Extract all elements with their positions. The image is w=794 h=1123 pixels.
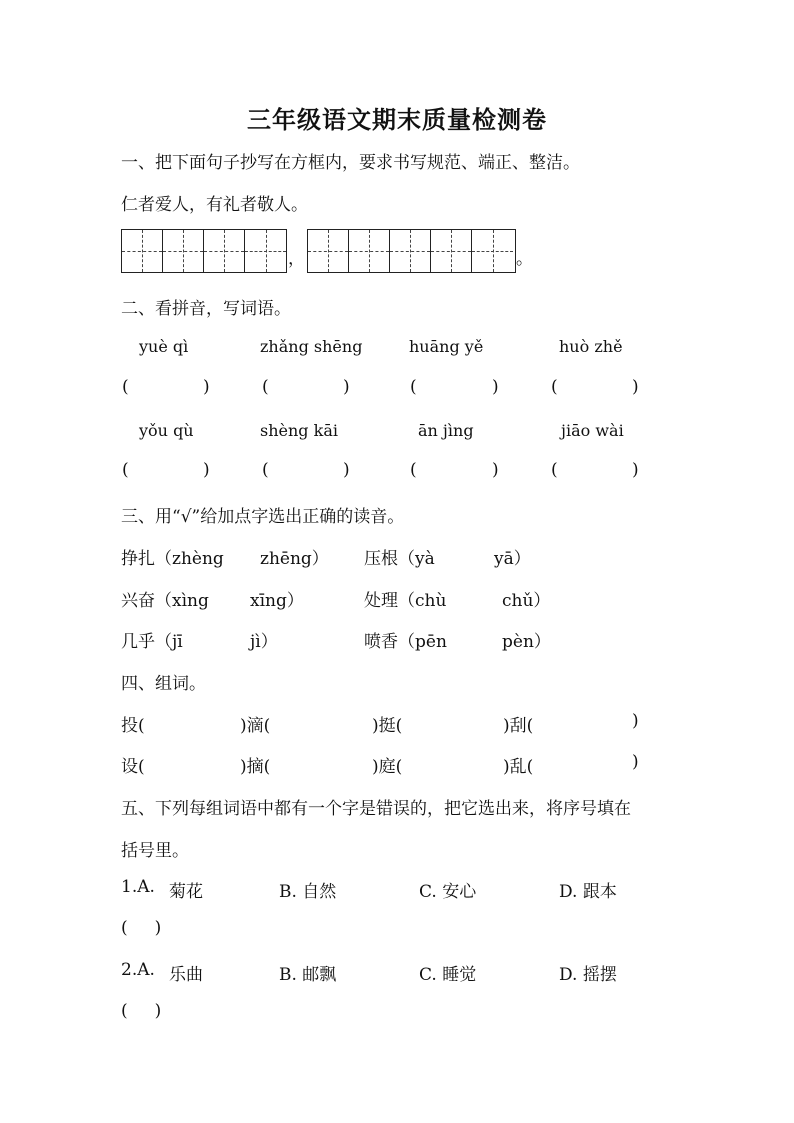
- option-d[interactable]: D. 摇摆: [559, 965, 617, 985]
- answer-paren-close[interactable]: ): [203, 460, 210, 480]
- grid-comma: ，: [288, 249, 305, 269]
- q2-heading: 二、看拼音，写词语。: [121, 299, 291, 319]
- word-blank[interactable]: ): [632, 711, 639, 731]
- reading-option[interactable]: chǔ）: [502, 591, 551, 611]
- answer-paren-open[interactable]: (: [410, 377, 417, 397]
- option-b[interactable]: B. 邮飘: [279, 965, 337, 985]
- word-blank[interactable]: )刮(: [503, 716, 534, 736]
- option-d[interactable]: D. 跟本: [559, 882, 617, 902]
- answer-paren-close[interactable]: ): [203, 377, 210, 397]
- answer-blank[interactable]: ( ): [121, 918, 162, 938]
- word-blank[interactable]: )挺(: [372, 716, 403, 736]
- reading-option[interactable]: yā）: [494, 549, 531, 569]
- pinyin: zhǎng shēng: [260, 337, 363, 356]
- pinyin: shèng kāi: [260, 421, 338, 440]
- reading-option[interactable]: 处理（chù: [364, 591, 447, 611]
- q5-heading-cont: 括号里。: [121, 841, 189, 861]
- item-number: 2.A.: [121, 960, 155, 980]
- word-blank[interactable]: )乱(: [503, 757, 534, 777]
- writing-grid-left[interactable]: [121, 229, 287, 273]
- option-b[interactable]: B. 自然: [279, 882, 337, 902]
- answer-paren-close[interactable]: ): [492, 460, 499, 480]
- q1-heading: 一、把下面句子抄写在方框内，要求书写规范、端正、整洁。: [121, 153, 580, 173]
- grid-cell[interactable]: [472, 230, 513, 272]
- word-blank[interactable]: )滴(: [240, 716, 271, 736]
- grid-cell[interactable]: [431, 230, 472, 272]
- answer-paren-close[interactable]: ): [632, 460, 639, 480]
- grid-cell[interactable]: [122, 230, 163, 272]
- grid-cell[interactable]: [308, 230, 349, 272]
- grid-cell[interactable]: [163, 230, 204, 272]
- reading-option[interactable]: 压根（yà: [364, 549, 435, 569]
- reading-option[interactable]: 挣扎（zhèng: [121, 549, 224, 569]
- pinyin: yuè qì: [139, 337, 189, 356]
- word-blank[interactable]: )庭(: [372, 757, 403, 777]
- answer-paren-open[interactable]: (: [122, 377, 129, 397]
- q5-heading: 五、下列每组词语中都有一个字是错误的，把它选出来，将序号填在: [121, 799, 631, 819]
- answer-paren-close[interactable]: ): [492, 377, 499, 397]
- reading-option[interactable]: 喷香（pēn: [364, 632, 447, 652]
- answer-paren-close[interactable]: ): [343, 377, 350, 397]
- word-blank[interactable]: 投(: [121, 716, 145, 736]
- grid-period: 。: [516, 249, 533, 269]
- answer-blank[interactable]: ( ): [121, 1001, 162, 1021]
- option-a[interactable]: 乐曲: [169, 965, 203, 985]
- writing-grid-right[interactable]: [307, 229, 516, 273]
- word-blank[interactable]: )摘(: [240, 757, 271, 777]
- pinyin: huāng yě: [409, 337, 484, 356]
- page-title: 三年级语文期末质量检测卷: [247, 106, 547, 134]
- reading-option[interactable]: zhēng）: [260, 549, 329, 569]
- answer-paren-close[interactable]: ): [632, 377, 639, 397]
- q3-heading: 三、用“√”给加点字选出正确的读音。: [121, 507, 405, 527]
- item-number: 1.A.: [121, 877, 155, 897]
- option-a[interactable]: 菊花: [169, 882, 203, 902]
- pinyin: yǒu qù: [139, 421, 194, 440]
- reading-option[interactable]: xīng）: [250, 591, 304, 611]
- reading-option[interactable]: jì）: [250, 632, 278, 652]
- grid-cell[interactable]: [245, 230, 286, 272]
- answer-paren-open[interactable]: (: [262, 377, 269, 397]
- q4-heading: 四、组词。: [121, 674, 206, 694]
- grid-cell[interactable]: [204, 230, 245, 272]
- q1-sentence: 仁者爱人，有礼者敬人。: [121, 195, 308, 215]
- answer-paren-open[interactable]: (: [262, 460, 269, 480]
- pinyin: huò zhě: [559, 337, 623, 356]
- option-c[interactable]: C. 安心: [419, 882, 477, 902]
- answer-paren-open[interactable]: (: [410, 460, 417, 480]
- grid-cell[interactable]: [349, 230, 390, 272]
- word-blank[interactable]: ): [632, 752, 639, 772]
- reading-option[interactable]: 兴奋（xìng: [121, 591, 209, 611]
- reading-option[interactable]: pèn）: [502, 632, 551, 652]
- word-blank[interactable]: 设(: [121, 757, 145, 777]
- answer-paren-close[interactable]: ): [343, 460, 350, 480]
- reading-option[interactable]: 几乎（jī: [121, 632, 183, 652]
- pinyin: jiāo wài: [561, 421, 624, 440]
- answer-paren-open[interactable]: (: [551, 460, 558, 480]
- option-c[interactable]: C. 睡觉: [419, 965, 477, 985]
- answer-paren-open[interactable]: (: [122, 460, 129, 480]
- grid-cell[interactable]: [390, 230, 431, 272]
- pinyin: ān jìng: [418, 421, 474, 440]
- answer-paren-open[interactable]: (: [551, 377, 558, 397]
